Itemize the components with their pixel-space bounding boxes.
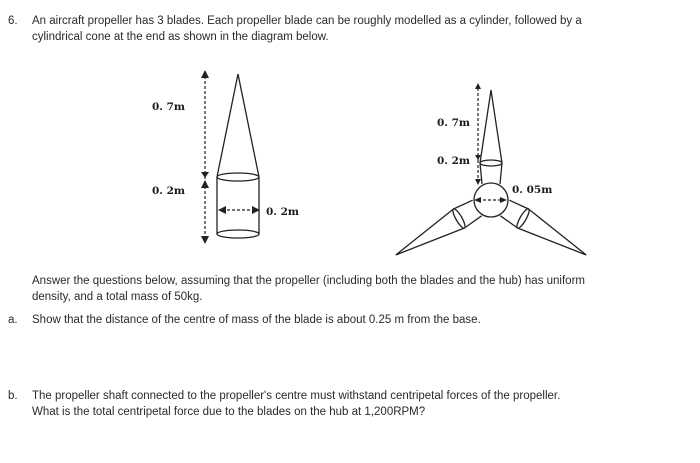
left-cylinder-height-label: 0. 2m	[152, 185, 186, 197]
left-arrow-bottom	[201, 236, 209, 244]
question-number: 6.	[8, 15, 18, 27]
left-cone-height-label: 0. 7m	[152, 101, 186, 113]
hub-radius-label: 0. 05m	[512, 184, 553, 196]
lower-right-blade-joint	[515, 207, 531, 229]
hub-arrow-right	[500, 197, 507, 203]
left-cylinder-top	[217, 173, 259, 181]
left-cylinder-width-label: 0. 2m	[266, 206, 300, 218]
right-cylinder-height-label: 0. 2m	[437, 155, 471, 167]
right-arrow-top	[475, 83, 481, 89]
left-arrow-width-left	[218, 206, 226, 214]
right-cone-height-label: 0. 7m	[437, 117, 471, 129]
part-a-letter: a.	[8, 314, 18, 326]
left-arrow-top	[201, 70, 209, 78]
assumption-line2: density, and a total mass of 50kg.	[32, 291, 203, 303]
lower-left-blade-cone	[390, 209, 464, 265]
upper-blade-joint	[480, 160, 502, 166]
left-blade-cone	[217, 74, 259, 177]
question-intro-line2: cylindrical cone at the end as shown in the diagram below.	[32, 31, 329, 43]
assumption-line1: Answer the questions below, assuming that the propeller (including both the blades and the hub) has uniform	[32, 275, 585, 287]
part-a-text: Show that the distance of the centre of mass of the blade is about 0.25 m from the base.	[32, 314, 481, 326]
left-arrow-mid-up	[201, 180, 209, 188]
left-arrow-mid-down	[201, 172, 209, 178]
hub-arrow-left	[474, 197, 481, 203]
left-cylinder-sides	[217, 177, 259, 234]
lower-right-blade-cone	[518, 209, 592, 265]
part-b-letter: b.	[8, 390, 18, 402]
right-arrow-bottom	[475, 179, 481, 185]
lower-left-blade-joint	[451, 207, 467, 229]
part-b-line1: The propeller shaft connected to the propeller's centre must withstand centripetal forces of the propeller.	[32, 390, 561, 402]
question-intro-line1: An aircraft propeller has 3 blades. Each propeller blade can be roughly modelled as a cylinder, followed by a	[32, 15, 582, 27]
left-cylinder-bottom	[217, 230, 259, 238]
part-b-line2: What is the total centripetal force due to the blades on the hub at 1,200RPM?	[32, 406, 426, 418]
upper-blade-cone	[480, 90, 502, 163]
